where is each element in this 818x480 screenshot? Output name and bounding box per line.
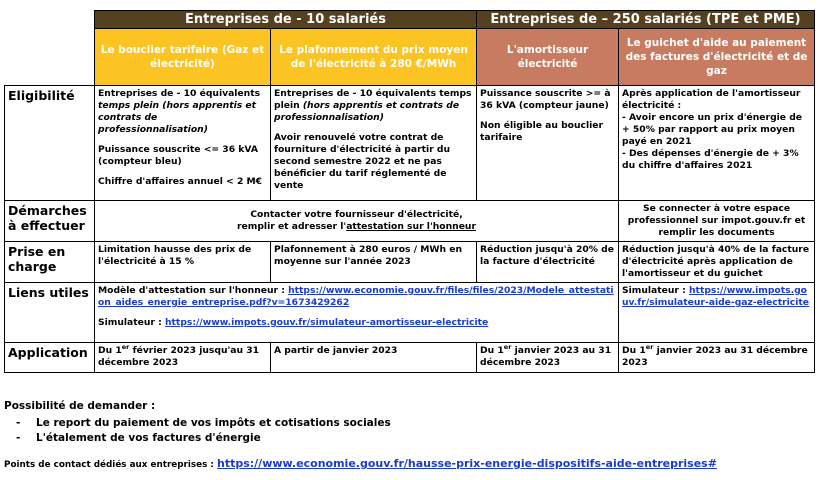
list-item: - Le report du paiement de vos impôts et cotisations sociales — [16, 417, 391, 429]
row-label-eligibilite: Eligibilité — [5, 86, 95, 201]
group-medium-companies: Entreprises de – 250 salariés (TPE et PME) — [477, 11, 815, 29]
row-prise — [5, 242, 815, 283]
group-small-companies: Entreprises de - 10 salariés — [95, 11, 477, 29]
possibilities-note — [4, 400, 391, 446]
row-liens — [5, 283, 815, 343]
simulateur-guichet-link[interactable]: https://www.impots.gouv.fr/simulateur-aide-gaz-electricite — [622, 285, 810, 308]
group-header-row — [5, 11, 815, 29]
row-eligibilite — [5, 86, 815, 201]
col-amortisseur: L'amortisseur électricité — [477, 29, 619, 86]
cell-eligibilite-plafonnement: Entreprises de - 10 équivalents temps plein (hors apprentis et contrats de professionnalisation) Avoir renouvelé votre contrat de fourniture d'électricité à partir du second semestre 2022 et ne pas bénéficier du tarif réglementé de vente — [271, 86, 477, 201]
row-demarches — [5, 201, 815, 242]
cell-demarches-fournisseur: Contacter votre fournisseur d'électricité, remplir et adresser l'attestation sur l'honneur — [95, 201, 619, 242]
cell-application-amortisseur: Du 1er janvier 2023 au 31 décembre 2023 — [477, 343, 619, 373]
cell-application-guichet: Du 1er janvier 2023 au 31 décembre 2023 — [619, 343, 815, 373]
cell-prise-plafonnement: Plafonnement à 280 euros / MWh en moyenne sur l'année 2023 — [271, 242, 477, 283]
contact-link[interactable]: https://www.economie.gouv.fr/hausse-prix-energie-dispositifs-aide-entreprises# — [217, 457, 717, 470]
aid-table — [4, 10, 815, 373]
cell-prise-amortisseur: Réduction jusqu'à 20% de la facture d'électricité — [477, 242, 619, 283]
col-bouclier: Le bouclier tarifaire (Gaz et électricité) — [95, 29, 271, 86]
cell-eligibilite-bouclier: Entreprises de - 10 équivalents temps plein (hors apprentis et contrats de professionnalisation) Puissance souscrite <= 36 kVA (compteur bleu) Chiffre d'affaires annuel < 2 M€ — [95, 86, 271, 201]
measure-header-row — [5, 29, 815, 86]
cell-prise-guichet: Réduction jusqu'à 40% de la facture d'électricité après application de l'amortisseur et du guichet — [619, 242, 815, 283]
contact-line: Points de contact dédiés aux entreprises : https://www.economie.gouv.fr/hausse-prix-energie-dispositifs-aide-entreprises# — [4, 457, 717, 470]
attestation-model-link[interactable]: https://www.economie.gouv.fr/files/files/2023/Modele_attestation_aides_energie_entreprise.pdf?v=1673429262 — [98, 285, 614, 308]
col-plafonnement: Le plafonnement du prix moyen de l'électricité à 280 €/MWh — [271, 29, 477, 86]
simulateur-amortisseur-link[interactable]: https://www.impots.gouv.fr/simulateur-amortisseur-electricite — [165, 317, 489, 328]
cell-eligibilite-amortisseur: Puissance souscrite >= à 36 kVA (compteur jaune) Non éligible au bouclier tarifaire — [477, 86, 619, 201]
row-application — [5, 343, 815, 373]
cell-application-plafonnement: A partir de janvier 2023 — [271, 343, 477, 373]
attestation-link[interactable]: attestation sur l'honneur — [346, 221, 476, 232]
col-guichet: Le guichet d'aide au paiement des factures d'électricité et de gaz — [619, 29, 815, 86]
cell-liens-guichet: Simulateur : https://www.impots.gouv.fr/simulateur-aide-gaz-electricite — [619, 283, 815, 343]
cell-prise-bouclier: Limitation hausse des prix de l'électricité à 15 % — [95, 242, 271, 283]
cell-liens-main: Modèle d'attestation sur l'honneur : https://www.economie.gouv.fr/files/files/2023/Modele_attestation_aides_energie_entreprise.pdf?v=1673429262 Simulateur : https://www.impots.gouv.fr/simulateur-amortisseur-electricite — [95, 283, 619, 343]
cell-application-bouclier: Du 1er février 2023 jusqu'au 31 décembre 2023 — [95, 343, 271, 373]
cell-demarches-guichet: Se connecter à votre espace professionnel sur impot.gouv.fr et remplir les documents — [619, 201, 815, 242]
list-item: - L'étalement de vos factures d'énergie — [16, 432, 261, 444]
possibilities-title: Possibilité de demander : — [4, 400, 156, 412]
row-label-prise: Prise en charge — [5, 242, 95, 283]
row-label-application: Application — [5, 343, 95, 373]
row-label-liens: Liens utiles — [5, 283, 95, 343]
row-label-demarches: Démarches à effectuer — [5, 201, 95, 242]
cell-eligibilite-guichet: Après application de l'amortisseur électricité : - Avoir encore un prix d'énergie de + 50% par rapport au prix moyen payé en 2021 - Des dépenses d'énergie de + 3% du chiffre d'affaires 2021 — [619, 86, 815, 201]
